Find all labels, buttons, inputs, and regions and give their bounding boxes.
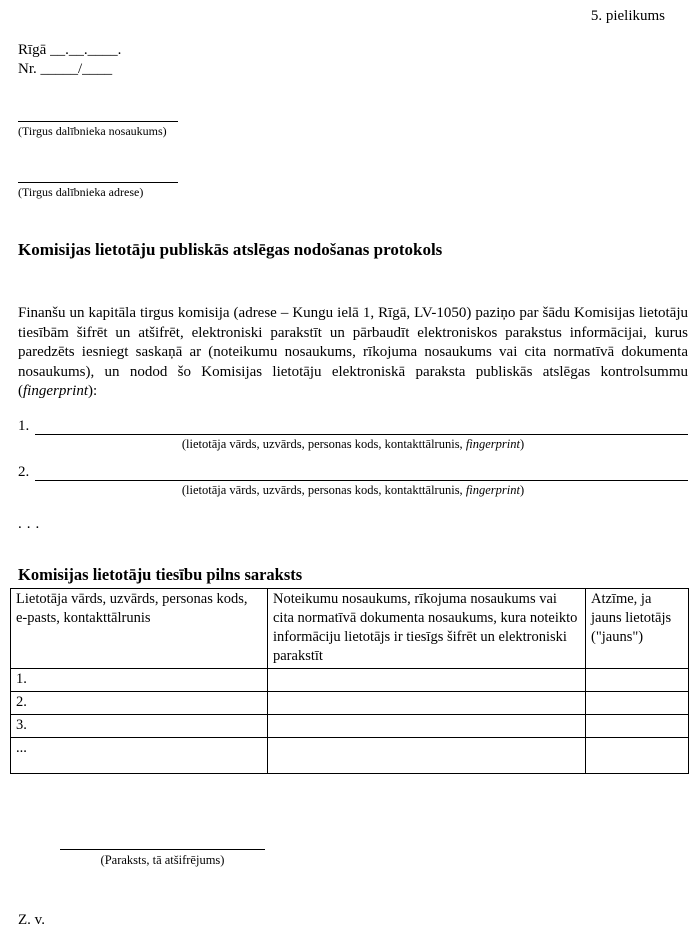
row-number-cell: 3. [11, 715, 268, 738]
annex-label: 5. pielikums [590, 8, 665, 24]
participant-name-block [18, 108, 193, 139]
entries-ellipsis: ... [18, 515, 45, 532]
column-header-user: Lietotāja vārds, uzvārds, personas kods, e-pasts, kontakttālrunis [11, 588, 268, 669]
entry-2-caption-tail: ) [519, 482, 525, 497]
row-number-cell: 1. [11, 669, 268, 692]
row-number-cell: ... [11, 738, 268, 774]
row-regulation-cell [268, 738, 586, 774]
participant-address-block [18, 169, 193, 200]
row-regulation-cell [268, 669, 586, 692]
signature-block [60, 838, 265, 868]
participant-address-blank-line [18, 169, 178, 183]
rights-table [10, 588, 689, 775]
seal-placeholder: Z. v. [18, 912, 45, 927]
column-header-regulation: Noteikumu nosaukums, rīkojuma nosaukums vai cita normatīvā dokumenta nosaukums, kura noteikto informāciju lietotājs ir tiesīgs šifrēt un elektroniski parakstīt [268, 588, 586, 669]
row-mark-cell [586, 738, 689, 774]
participant-address-caption: (Tirgus dalībnieka adrese) [18, 185, 144, 199]
document-number-line: Nr. _____/____ [18, 61, 113, 77]
signature-caption: (Paraksts, tā atšifrējums) [100, 853, 225, 868]
entry-1-blank-line [35, 420, 688, 435]
participant-name-caption: (Tirgus dalībnieka nosaukums) [18, 124, 167, 138]
place-date-line: Rīgā __.__.____. [18, 42, 122, 58]
document-title: Komisijas lietotāju publiskās atslēgas nodošanas protokols [18, 240, 443, 259]
entry-2-blank-line [35, 466, 688, 481]
entry-1-line [18, 418, 688, 435]
rights-table-header-row [11, 588, 689, 669]
row-regulation-cell [268, 715, 586, 738]
table-row [11, 692, 689, 715]
rights-table-heading: Komisijas lietotāju tiesību pilns saraksts [18, 564, 303, 584]
entry-1-number: 1. [18, 417, 30, 434]
entry-1-caption-text: (lietotāja vārds, uzvārds, personas kods, kontakttālrunis, [181, 436, 466, 451]
entry-2-line [18, 464, 688, 481]
fingerprint-entries [18, 418, 688, 498]
entry-2-caption [18, 483, 688, 498]
entry-1-caption [18, 437, 688, 452]
row-mark-cell [586, 692, 689, 715]
table-row [11, 669, 689, 692]
entry-2-number: 2. [18, 463, 30, 480]
table-row [11, 738, 689, 774]
entry-1-fingerprint-term: fingerprint [465, 436, 520, 451]
row-regulation-cell [268, 692, 586, 715]
body-paragraph-text: Finanšu un kapitāla tirgus komisija (adrese – Kungu ielā 1, Rīgā, LV-1050) paziņo par šādu Komisijas lietotāju tiesībām šifrēt un atšifrēt, elektroniski parakstīt un pārbaudīt elektroniskos parakstus informācijai, kurus paredzēts iesniegt saskaņā ar (noteikumu nosaukums, rīkojuma nosaukums vai cita normatīvā dokumenta nosaukums), un nodod šo Komisijas lietotāju elektroniskā paraksta publiskās atslēgas kontrolsummu ( [18, 305, 688, 399]
table-row [11, 715, 689, 738]
entry-1 [18, 418, 688, 452]
row-mark-cell [586, 715, 689, 738]
entry-2-fingerprint-term: fingerprint [465, 482, 520, 497]
entry-2-caption-text: (lietotāja vārds, uzvārds, personas kods, kontakttālrunis, [181, 482, 466, 497]
fingerprint-term: fingerprint [23, 383, 89, 399]
signature-blank-line [60, 838, 265, 850]
entry-2 [18, 464, 688, 498]
entry-1-caption-tail: ) [519, 436, 525, 451]
row-number-cell: 2. [11, 692, 268, 715]
row-mark-cell [586, 669, 689, 692]
body-paragraph-tail: ): [88, 383, 98, 399]
column-header-new-user-mark: Atzīme, ja jauns lietotājs ("jauns") [586, 588, 689, 669]
participant-name-blank-line [18, 108, 178, 122]
body-paragraph [18, 304, 688, 402]
